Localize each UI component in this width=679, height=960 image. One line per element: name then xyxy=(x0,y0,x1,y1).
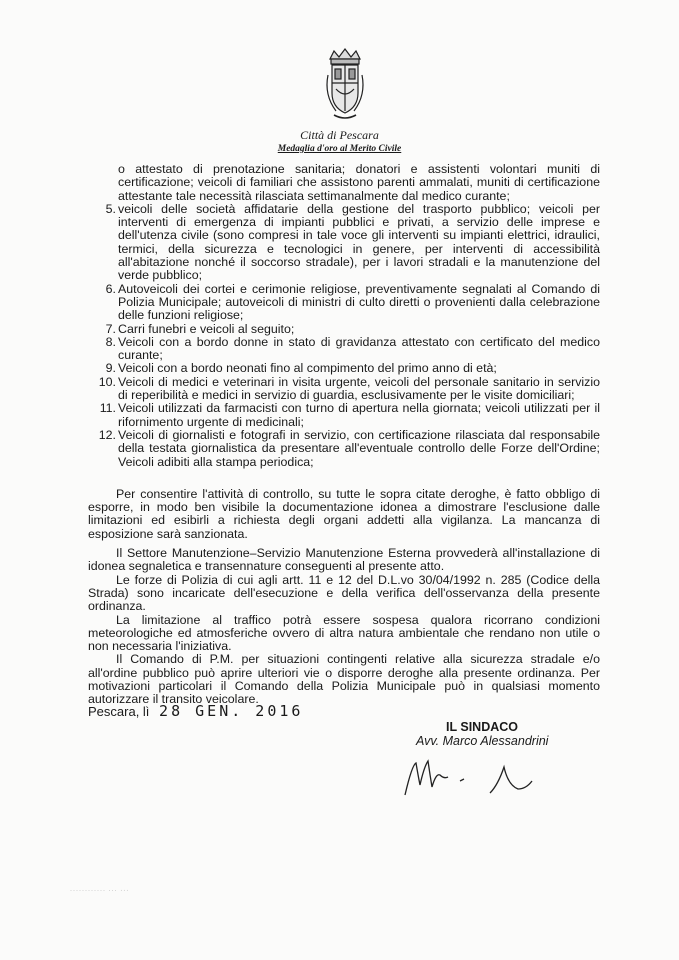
list-item-text: Veicoli utilizzati da farmacisti con turno di apertura nella giornata; veicoli utilizzati per il rifornimento urgente di medicinali; xyxy=(118,401,600,429)
footer-smudge: ············ ··· ··· xyxy=(70,888,130,894)
list-item xyxy=(88,323,600,336)
list-item xyxy=(88,429,600,469)
list-item-text: Autoveicoli dei cortei e cerimonie religiose, preventivamente segnalati al Comando di Polizia Municipale; autoveicoli di ministri di culto diretti o provenienti dalla celebrazione delle funzioni religiose; xyxy=(118,281,600,323)
paragraph-maintenance: Il Settore Manutenzione–Servizio Manutenzione Esterna provvederà all'installazione di idonea segnaletica e transennature conseguenti al presente atto. xyxy=(88,546,600,574)
list-item-number: 12. xyxy=(98,427,116,442)
spacer xyxy=(88,469,600,482)
list-item xyxy=(88,336,600,363)
place-label: Pescara, lì xyxy=(88,704,150,719)
list-item-number: 8. xyxy=(105,334,116,349)
list-item-text: Carri funebri e veicoli al seguito; xyxy=(118,321,295,336)
list-item-number: 6. xyxy=(105,281,116,296)
list-item-number: 5. xyxy=(105,201,116,216)
list-item xyxy=(88,402,600,429)
city-crest-icon xyxy=(322,45,368,125)
list-item xyxy=(88,163,600,203)
signer-name: Avv. Marco Alessandrini xyxy=(416,734,549,748)
list-item-text: Veicoli di medici e veterinari in visita urgente, veicoli del personale sanitario in servizio di reperibilità e medici in servizio di guardia, esclusivamente per le visite domiciliari; xyxy=(118,374,600,403)
list-item-text: Veicoli con a bordo donne in stato di gravidanza attestato con certificato del medico curante; xyxy=(118,334,600,363)
date-line xyxy=(88,702,303,720)
list-item-number: 11. xyxy=(99,401,116,416)
date-stamp: 28 GEN. 2016 xyxy=(159,702,304,720)
paragraph-control: Per consentire l'attività di controllo, su tutte le sopra citate deroghe, è fatto obbligo di esporre, in modo ben visibile la documentazione idonea a dimostrare l'esclusione dalle limitazioni ed esibirli a richiesta degli organi addetti alla vigilanza. La mancanza di esposizione sarà sanzionata. xyxy=(88,486,600,541)
exemptions-list xyxy=(88,163,600,469)
medal-subtitle: Medaglia d'oro al Merito Civile xyxy=(277,144,402,154)
signer-title: IL SINDACO xyxy=(446,720,518,734)
list-item-number: 10. xyxy=(98,374,116,389)
handwritten-signature xyxy=(400,745,560,805)
paragraph-police: Le forze di Polizia di cui agli artt. 11 e 12 del D.L.vo 30/04/1992 n. 285 (Codice della Strada) sono incaricate dell'esecuzione e della verifica dell'osservanza della presente ordinanza. xyxy=(88,572,600,614)
list-item xyxy=(88,203,600,283)
list-item-text: veicoli delle società affidatarie della gestione del trasporto pubblico; veicoli per interventi di emergenza di impianti pubblici e privati, a servizio delle imprese e dell'utenza civile (sono compresi in tale voce gli interventi su impianti elettrici, idraulici, termici, della sicurezza e tecnologici in genere, per interventi di accessibilità all'abitazione nonché il soccorso stradale), per i lavori stradali e la manutenzione del verde pubblico; xyxy=(118,201,600,283)
list-item xyxy=(88,362,600,375)
ordinance-body xyxy=(88,163,600,707)
list-item xyxy=(88,283,600,323)
list-item-text: Veicoli di giornalisti e fotografi in servizio, con certificazione rilasciata dal responsabile della testata giornalistica da presentare all'eventuale controllo delle Forze dell'Ordine; Veicoli adibiti alla stampa periodica; xyxy=(118,427,600,469)
list-item-text: o attestato di prenotazione sanitaria; donatori e assistenti volontari muniti di certificazione; veicoli di familiari che assistono parenti ammalati, muniti di certificazione attestante tale necessità rilasciata settimanalmente dal medico curante; xyxy=(118,162,600,203)
paragraph-command: Il Comando di P.M. per situazioni contingenti relative alla sicurezza stradale e/o all'ordine pubblico può aprire ulteriori vie o disporre deroghe alla presente ordinanza. Per motivazioni particolari il Comando della Polizia Municipale può in qualsiasi momento autorizzare il transito veicolare. xyxy=(88,652,600,707)
list-item-number: 9. xyxy=(105,361,116,376)
list-item-number: 7. xyxy=(105,321,116,336)
paragraph-suspension: La limitazione al traffico potrà essere sospesa qualora ricorrano condizioni meteorologiche ed atmosferiche ovvero di altra natura ambientale che rendano non utile o non necessaria l'iniziativa. xyxy=(88,612,600,654)
city-name: Città di Pescara xyxy=(300,128,379,142)
list-item xyxy=(88,376,600,403)
list-item-text: Veicoli con a bordo neonati fino al compimento del primo anno di età; xyxy=(118,361,497,376)
